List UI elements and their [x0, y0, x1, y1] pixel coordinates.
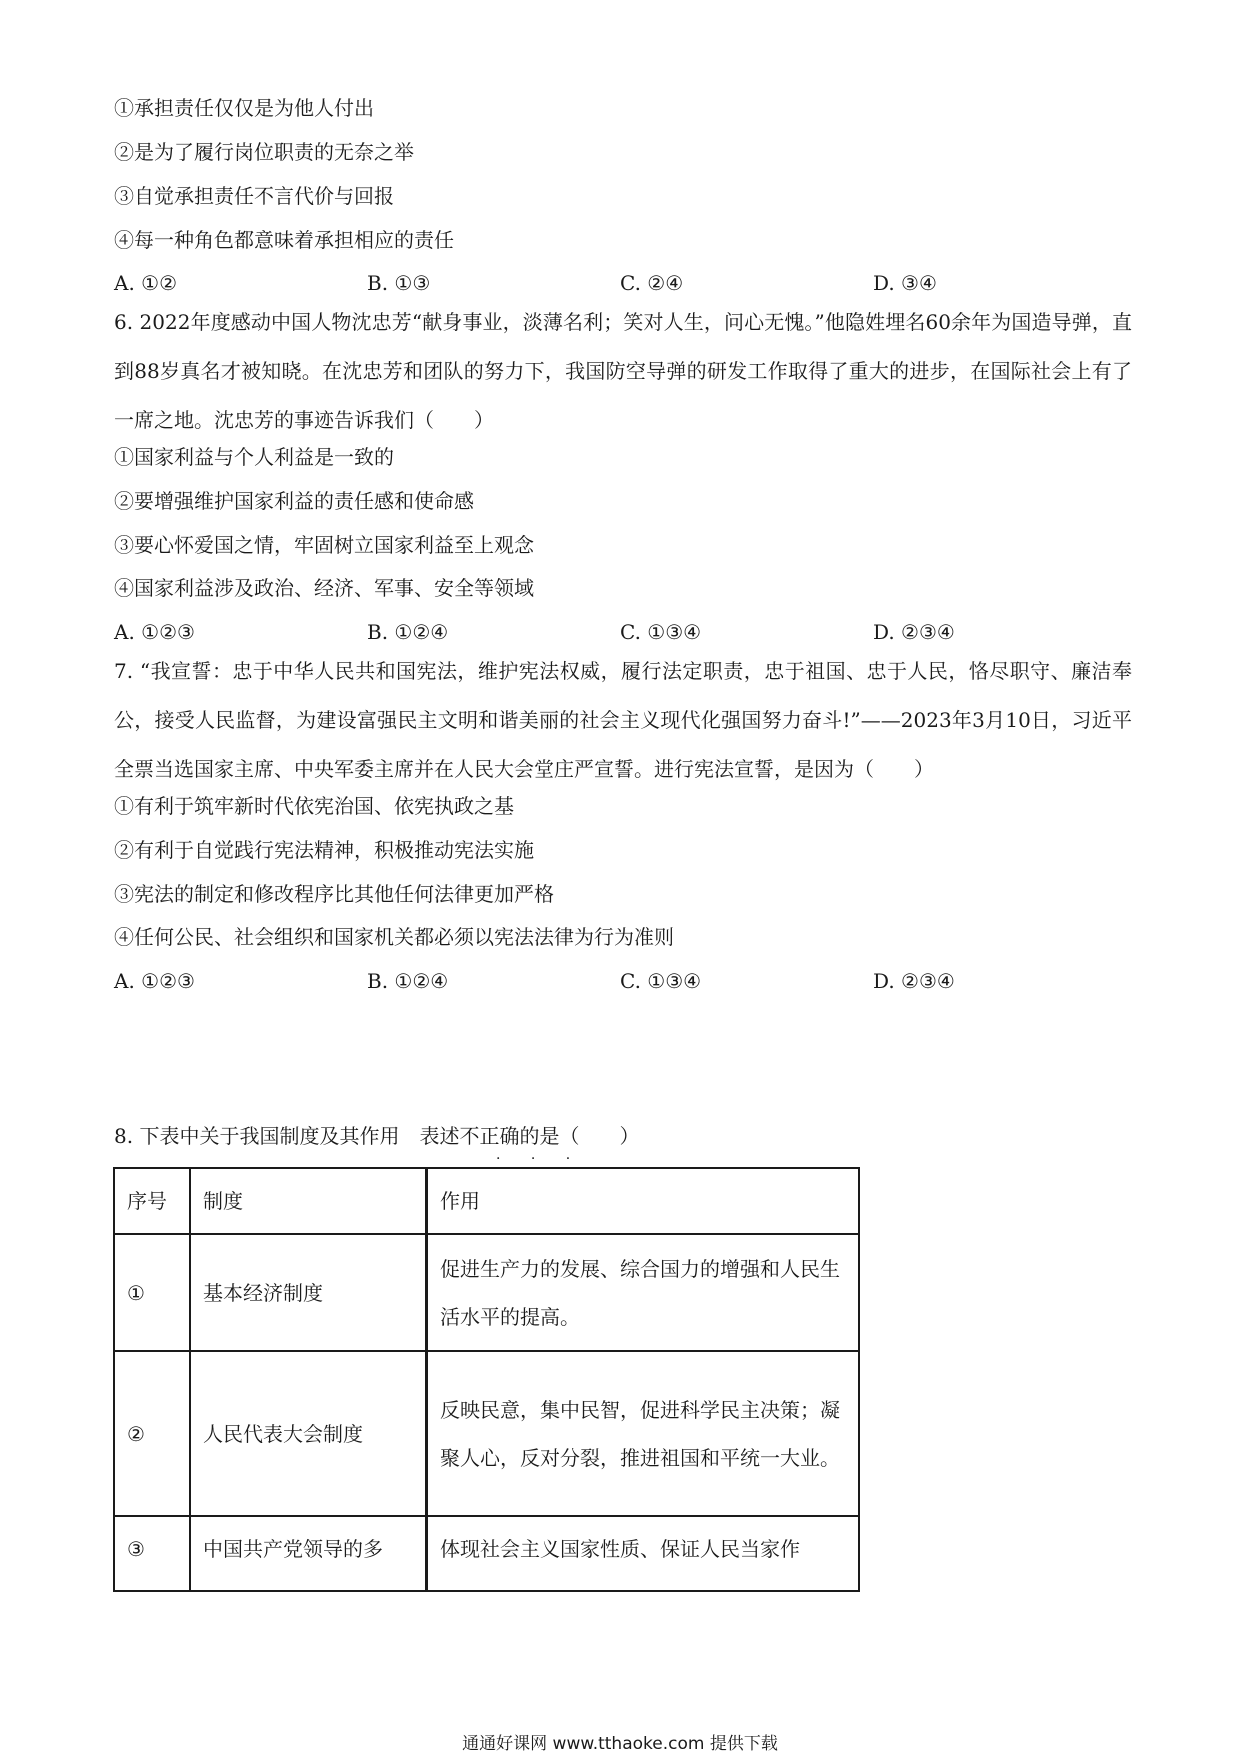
q7-stem: 7. “我宣誓：忠于中华人民共和国宪法，维护宪法权威，履行法定职责，忠于祖国、忠于人民，恪尽职守、廉洁奉公，接受人民监督，为建设富强民主文明和谐美丽的社会主义现代化强国努力奋斗!”——2023年3月10日，习近平全票当选国家主席、中央军委主席并在人民大会堂庄严宣誓。进行宪法宣誓，是因为（ ） — [114, 659, 1132, 781]
q5-statement-3: ③自觉承担责任不言代价与回报 — [114, 184, 394, 208]
q7-option-b: B. ①②④ — [367, 969, 449, 993]
row-system: 基本经济制度 — [190, 1234, 427, 1351]
q7-statement-4: ④任何公民、社会组织和国家机关都必须以宪法法律为行为准则 — [114, 925, 674, 949]
q5-option-a: A. ①② — [114, 271, 178, 295]
emphasis-dots: · · · — [496, 1151, 584, 1167]
q5-statement-4: ④每一种角色都意味着承担相应的责任 — [114, 228, 454, 252]
q8-stem-emphasis: 不正确 — [459, 1124, 520, 1148]
q7-statement-3: ③宪法的制定和修改程序比其他任何法律更加严格 — [114, 882, 554, 906]
header-function: 作用 — [427, 1168, 860, 1234]
q6-statement-3: ③要心怀爱国之情，牢固树立国家利益至上观念 — [114, 533, 534, 557]
q5-options — [114, 269, 1014, 297]
table-row — [114, 1351, 859, 1516]
q6-statement-2: ②要增强维护国家利益的责任感和使命感 — [114, 489, 474, 513]
q7-option-a: A. ①②③ — [114, 969, 195, 993]
q6-options — [114, 618, 1014, 646]
q6-stem: 6. 2022年度感动中国人物沈忠芳“献身事业，淡薄名利；笑对人生，问心无愧。”他隐姓埋名60余年为国造导弹，直到88岁真名才被知晓。在沈忠芳和团队的努力下，我国防空导弹的研发工作取得了重大的进步，在国际社会上有了一席之地。沈忠芳的事迹告诉我们（ ） — [114, 310, 1132, 432]
header-system: 制度 — [190, 1168, 427, 1234]
q8-stem-prefix: 8. 下表中关于我国制度及其作用 表述 — [114, 1124, 460, 1148]
row-function: 促进生产力的发展、综合国力的增强和人民生活水平的提高。 — [427, 1234, 860, 1351]
q5-statement-1: ①承担责任仅仅是为他人付出 — [114, 96, 374, 120]
q5-option-b: B. ①③ — [367, 271, 431, 295]
q7-option-d: D. ②③④ — [873, 969, 955, 993]
q5-statement-2: ②是为了履行岗位职责的无奈之举 — [114, 140, 414, 164]
q6-statement-1: ①国家利益与个人利益是一致的 — [114, 445, 394, 469]
q5-option-c: C. ②④ — [620, 271, 684, 295]
table-row — [114, 1234, 859, 1351]
q6-option-b: B. ①②④ — [367, 620, 449, 644]
q7-options — [114, 967, 1014, 995]
q7-statement-2: ②有利于自觉践行宪法精神，积极推动宪法实施 — [114, 838, 534, 862]
q8-stem-suffix: 的是（ ） — [519, 1124, 640, 1148]
q6-option-a: A. ①②③ — [114, 620, 195, 644]
row-number: ① — [114, 1234, 190, 1351]
table-header-row — [114, 1168, 859, 1234]
q6-option-c: C. ①③④ — [620, 620, 702, 644]
q7-option-c: C. ①③④ — [620, 969, 702, 993]
header-number: 序号 — [114, 1168, 190, 1234]
q6-statement-4: ④国家利益涉及政治、经济、军事、安全等领域 — [114, 576, 534, 600]
page-footer: 通通好课网 www.tthaoke.com 提供下载 — [462, 1734, 778, 1754]
row-system: 中国共产党领导的多 — [190, 1516, 427, 1591]
table-row — [114, 1516, 859, 1591]
q5-option-d: D. ③④ — [873, 271, 937, 295]
row-function: 反映民意，集中民智，促进科学民主决策；凝聚人心，反对分裂，推进祖国和平统一大业。 — [427, 1351, 860, 1516]
row-number: ② — [114, 1351, 190, 1516]
system-table — [113, 1167, 860, 1592]
row-system: 人民代表大会制度 — [190, 1351, 427, 1516]
row-number: ③ — [114, 1516, 190, 1591]
q7-statement-1: ①有利于筑牢新时代依宪治国、依宪执政之基 — [114, 794, 514, 818]
row-function: 体现社会主义国家性质、保证人民当家作 — [427, 1516, 860, 1591]
q8-stem — [114, 1122, 639, 1150]
q6-option-d: D. ②③④ — [873, 620, 955, 644]
